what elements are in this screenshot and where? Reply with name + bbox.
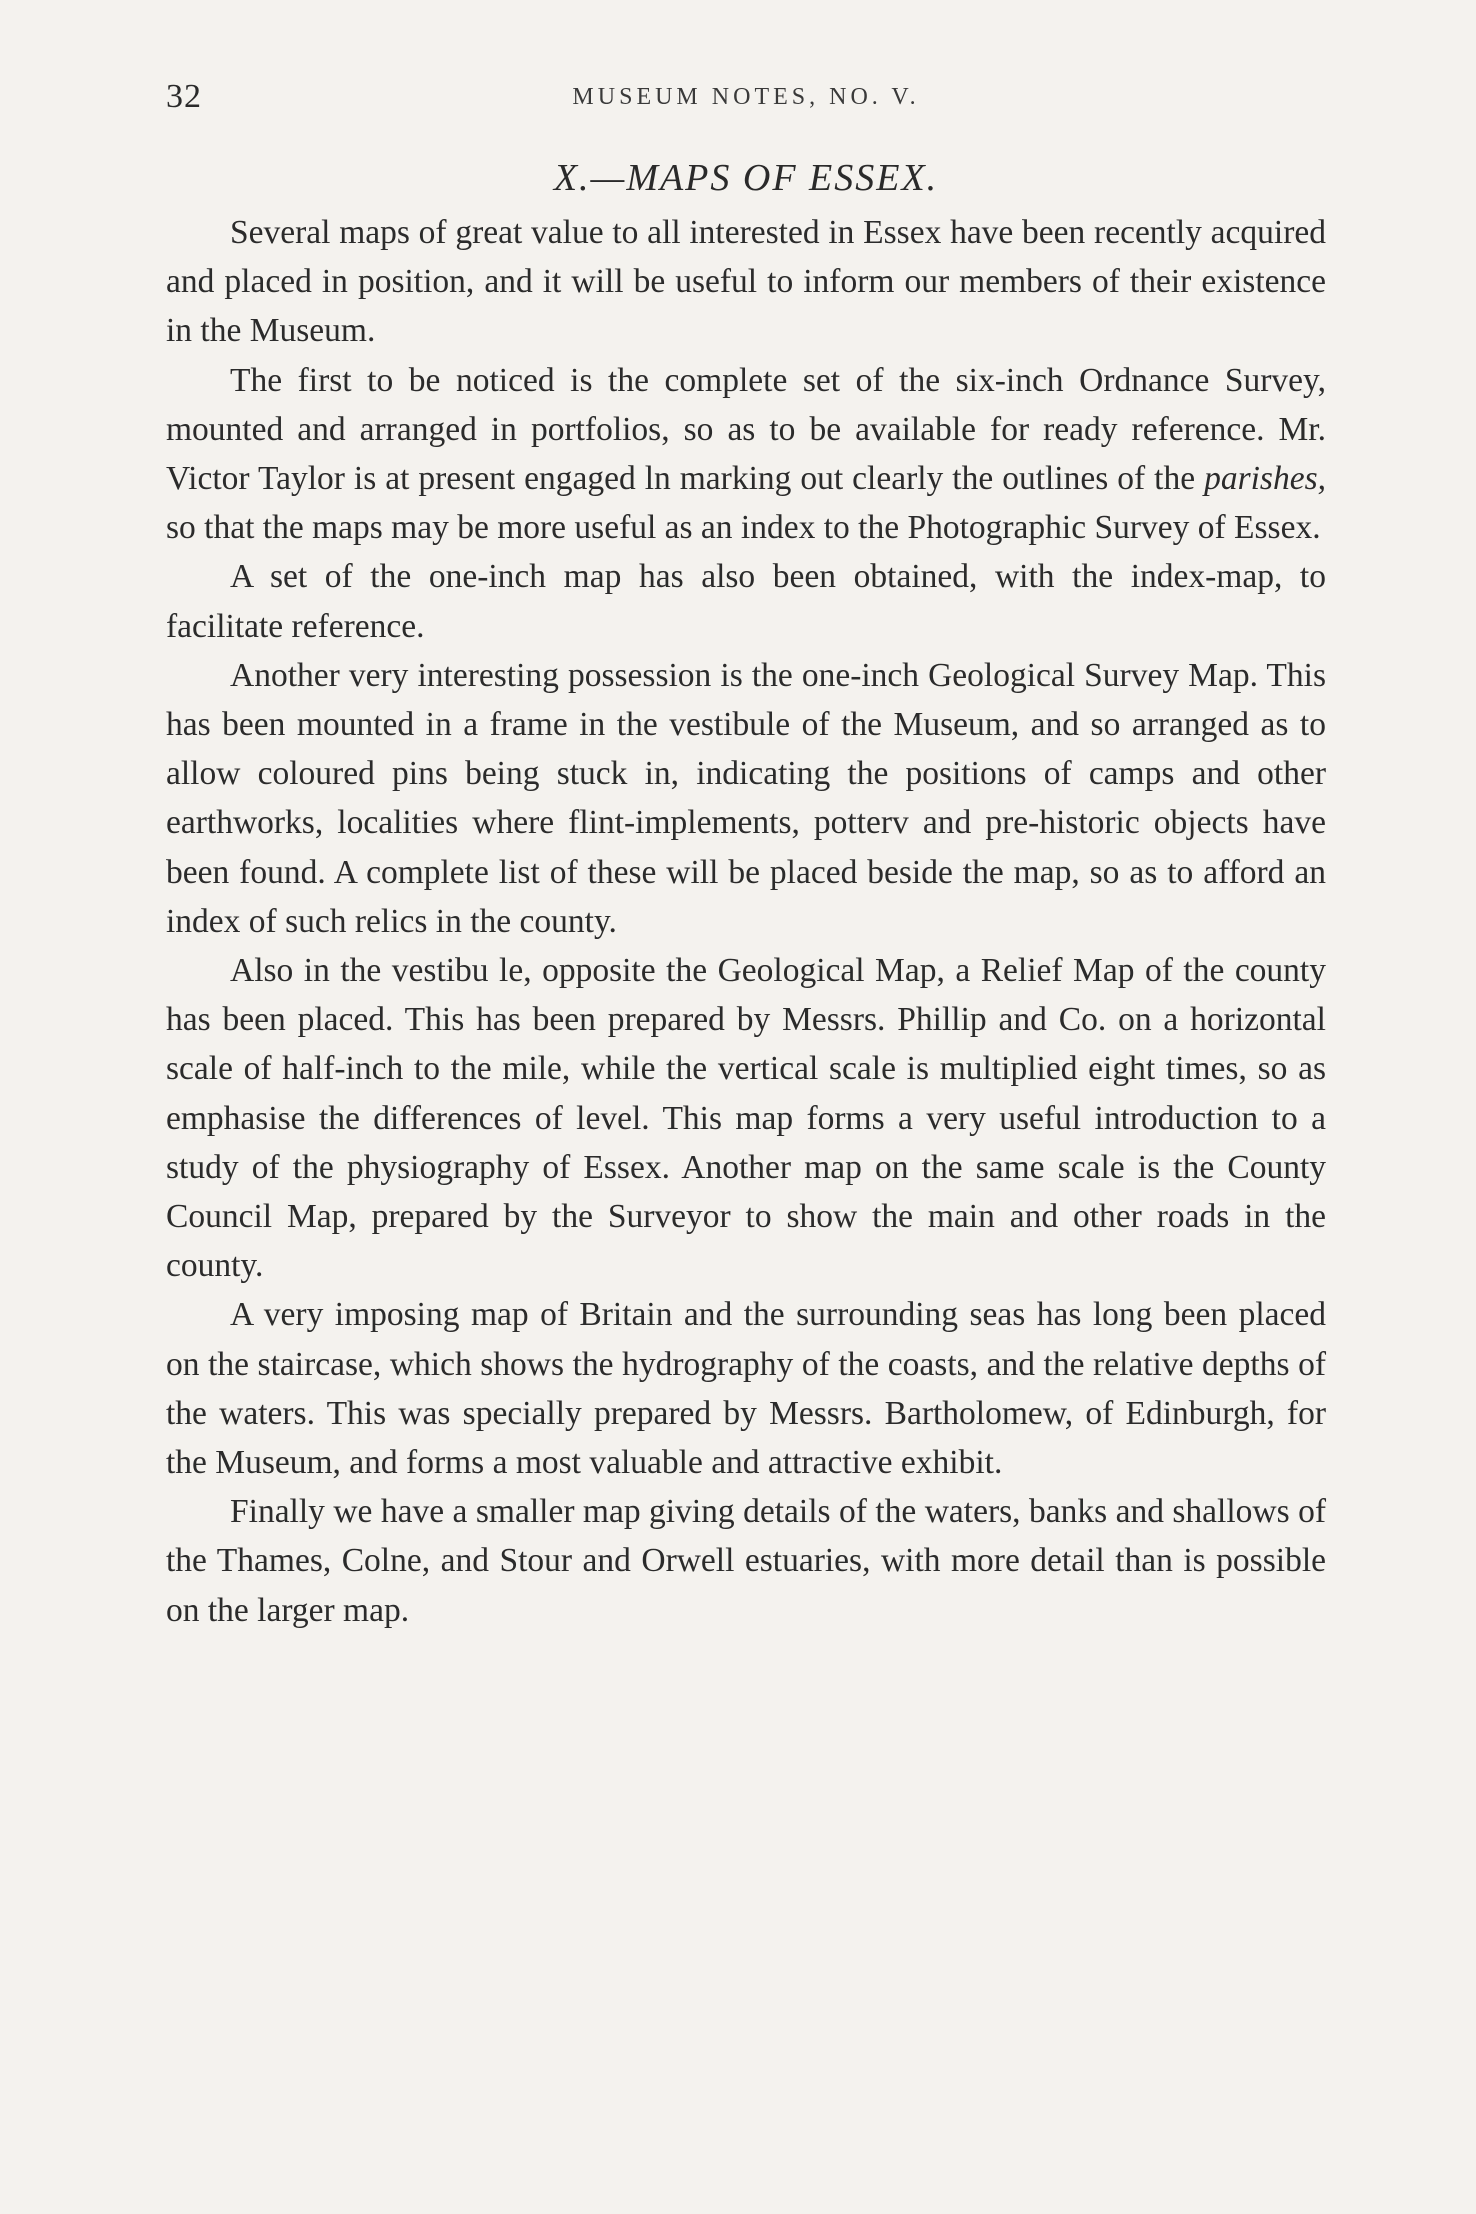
body-text bbox=[166, 208, 1326, 1635]
paragraph: A very imposing map of Britain and the surrounding seas has long been placed on the staircase, which shows the hydrography of the coasts, and the relative depths of the waters. This was specially prepared by Messrs. Bartholomew, of Edinburgh, for the Museum, and forms a most valuable and attractive exhibit. bbox=[166, 1296, 1326, 1482]
paragraph: The first to be noticed is the complete set of the six-inch Ordnance Survey, mounted and arranged in portfolios, so as to be available for ready reference. Mr. Victor Taylor is at present engaged ln marking out clearly the outlines of the parishes, so that the maps may be more useful as an index to the Photographic Survey of Essex. bbox=[166, 361, 1326, 547]
paragraph: Also in the vestibu le, opposite the Geological Map, a Relief Map of the county has been placed. This has been prepared by Messrs. Phillip and Co. on a horizontal scale of half-inch to the mile, while the vertical scale is multiplied eight times, so as emphasise the differences of level. This map forms a very useful introduction to a study of the physiography of Essex. Another map on the same scale is the County Council Map, prepared by the Surveyor to show the main and other roads in the county. bbox=[166, 952, 1326, 1285]
section-title: X.—MAPS OF ESSEX. bbox=[553, 157, 939, 199]
paragraph: Another very interesting possession is the one-inch Geological Survey Map. This has been mounted in a frame in the vestibule of the Museum, and so arranged as to allow coloured pins being stuck in, indicating the positions of camps and other earthworks, localities where flint-implements, potterv and pre-historic objects have been found. A complete list of these will be placed beside the map, so as to afford an index of such relics in the county. bbox=[166, 656, 1326, 940]
page-header bbox=[166, 78, 1326, 122]
italic-term: parishes, bbox=[1204, 460, 1326, 498]
running-head: MUSEUM NOTES, NO. V. bbox=[572, 84, 920, 110]
paragraph: Several maps of great value to all interested in Essex have been recently acquired and placed in position, and it will be useful to inform our members of their existence in the Museum. bbox=[166, 214, 1326, 350]
paragraph: A set of the one-inch map has also been obtained, with the index-map, to facilitate reference. bbox=[166, 558, 1326, 645]
paragraph: Finally we have a smaller map giving details of the waters, banks and shallows of the Thames, Colne, and Stour and Orwell estuaries, with more detail than is possible on the larger map. bbox=[166, 1493, 1326, 1629]
page-number: 32 bbox=[166, 78, 202, 115]
